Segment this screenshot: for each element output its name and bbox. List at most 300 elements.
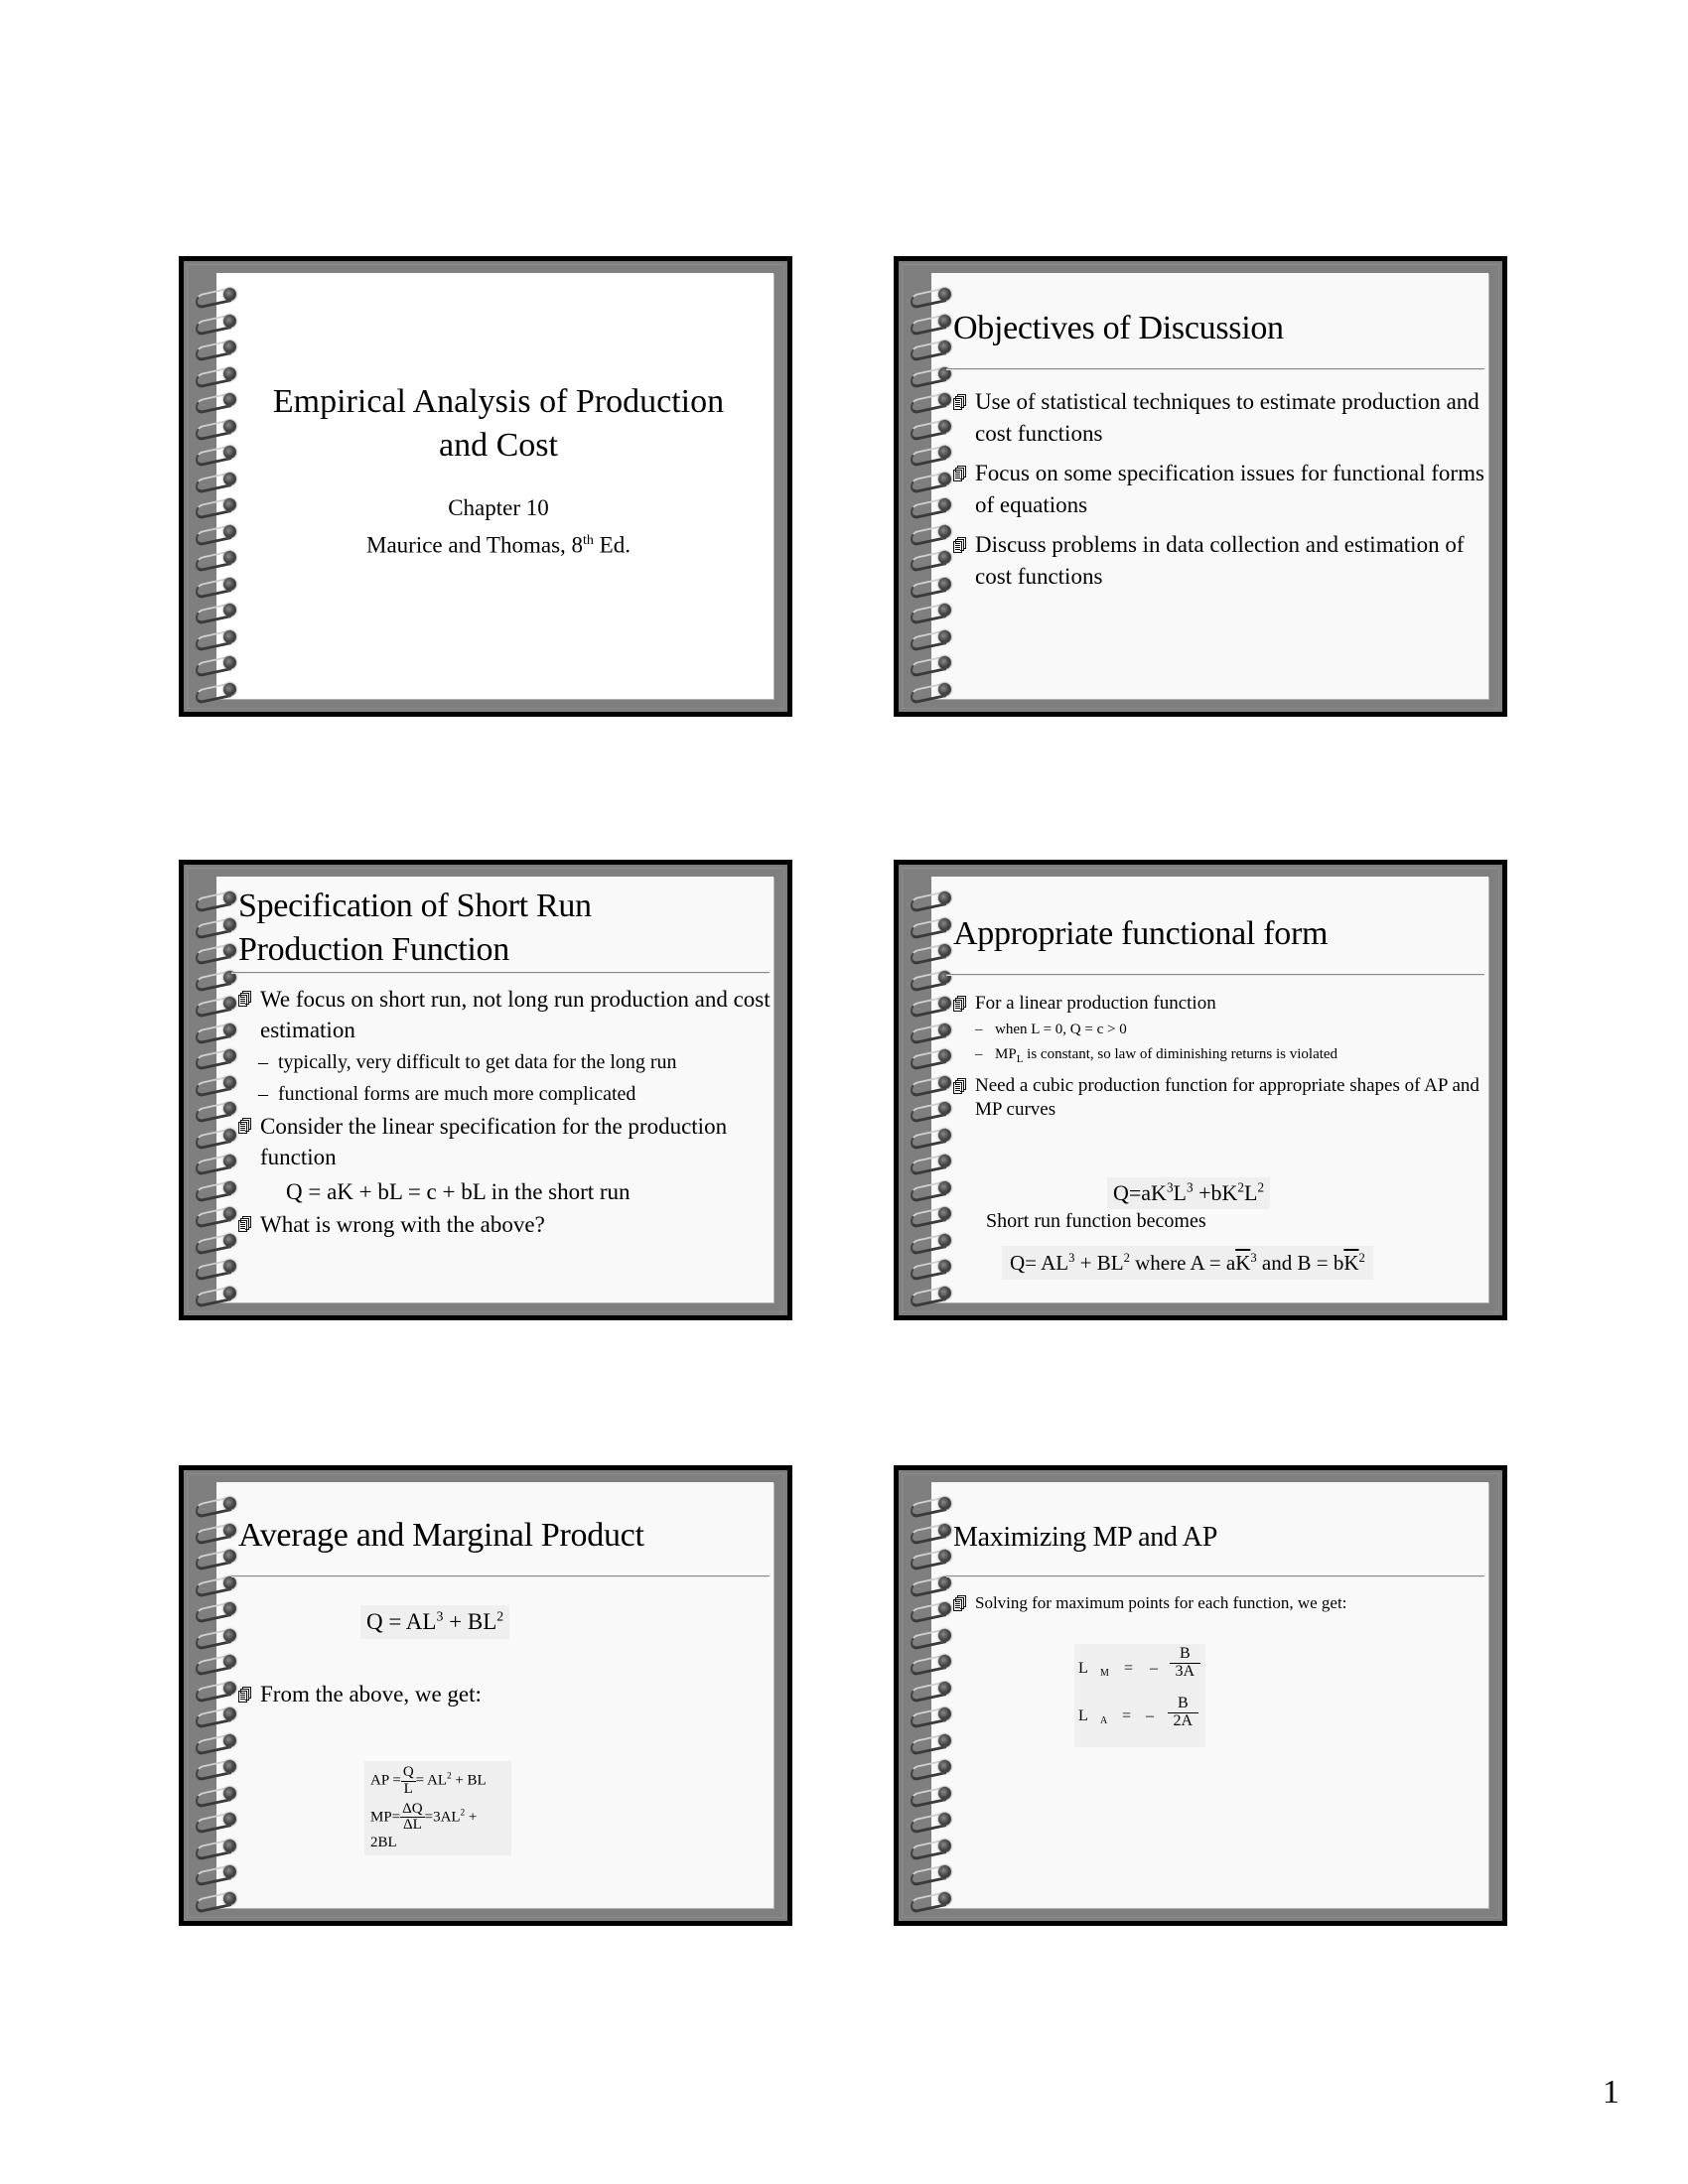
eq-part: Q=aK	[1113, 1180, 1167, 1205]
binding-ring-icon	[907, 1784, 956, 1806]
punch-hole-icon	[223, 1576, 236, 1589]
sub-bullet-item	[967, 1045, 1488, 1069]
binding-ring-icon	[907, 1284, 956, 1305]
title-divider	[946, 1575, 1484, 1577]
binding-ring-icon	[192, 1679, 241, 1701]
title-block	[223, 380, 774, 564]
eq-part: –	[1150, 1660, 1158, 1677]
punch-hole-icon	[938, 473, 951, 485]
punch-hole-icon	[223, 944, 236, 957]
slide-2	[894, 256, 1507, 717]
sub-bullet-text: is constant, so law of diminishing returns is violated	[1023, 1046, 1338, 1062]
punch-hole-icon	[223, 683, 236, 696]
eq-part: MP=	[370, 1809, 401, 1826]
binding-ring-icon	[192, 1784, 241, 1806]
max-points-equations	[1074, 1644, 1205, 1747]
punch-hole-icon	[938, 1602, 951, 1615]
exponent: 2	[1358, 1251, 1365, 1265]
punch-hole-icon	[938, 1550, 951, 1563]
binding-ring-icon	[192, 1547, 241, 1569]
exponent: 2	[1237, 1179, 1244, 1195]
binding-ring-icon	[907, 968, 956, 990]
bullet-item	[953, 1074, 1488, 1122]
binding-ring-icon	[192, 1284, 241, 1305]
punch-hole-icon	[938, 1682, 951, 1695]
punch-hole-icon	[223, 1840, 236, 1852]
punch-hole-icon	[223, 1629, 236, 1642]
bullet-item	[238, 1680, 482, 1709]
punch-hole-icon	[223, 1760, 236, 1773]
bullet-text: For a linear production function	[975, 993, 1216, 1014]
binding-ring-icon	[907, 1046, 956, 1068]
binding-ring-icon	[907, 1547, 956, 1569]
punch-hole-icon	[223, 1734, 236, 1747]
eq-part: Q = AL	[366, 1609, 437, 1634]
bullet-list	[953, 386, 1484, 593]
exponent: 2	[1123, 1251, 1130, 1265]
punch-hole-icon	[223, 1155, 236, 1167]
fraction	[1170, 1646, 1200, 1681]
punch-hole-icon	[223, 341, 236, 353]
punch-hole-icon	[938, 498, 951, 511]
binding-ring-icon	[192, 601, 241, 622]
punch-hole-icon	[223, 1181, 236, 1194]
bullet-item	[953, 1592, 1346, 1614]
binding-ring-icon	[907, 1679, 956, 1701]
punch-hole-icon	[938, 971, 951, 984]
binding-ring-icon	[907, 888, 956, 910]
edition-text: Ed.	[593, 532, 631, 558]
subtitle-author	[223, 523, 774, 564]
binding-ring-icon	[192, 1599, 241, 1621]
punch-hole-icon	[223, 1287, 236, 1299]
binding-ring-icon	[192, 1046, 241, 1068]
binding-ring-icon	[192, 627, 241, 649]
slide-6	[894, 1465, 1507, 1926]
spiral-binding	[192, 888, 241, 1305]
binding-ring-icon	[907, 1652, 956, 1674]
author-text: Maurice and Thomas, 8	[366, 532, 584, 558]
numerator: B	[1168, 1696, 1198, 1713]
punch-hole-icon	[223, 578, 236, 591]
subtitle-chapter: Chapter 10	[448, 495, 549, 520]
denominator: 2A	[1173, 1711, 1194, 1729]
binding-ring-icon	[907, 941, 956, 963]
binding-ring-icon	[907, 1626, 956, 1648]
title-divider	[946, 974, 1484, 976]
title-divider	[946, 368, 1484, 370]
sub-bullet-item	[250, 1049, 772, 1075]
fraction	[400, 1802, 424, 1835]
punch-hole-icon	[938, 656, 951, 669]
punch-hole-icon	[223, 1892, 236, 1905]
binding-ring-icon	[192, 1521, 241, 1543]
punch-hole-icon	[223, 1602, 236, 1615]
edition-superscript: th	[583, 533, 594, 548]
binding-ring-icon	[192, 1152, 241, 1173]
punch-hole-icon	[223, 630, 236, 643]
punch-hole-icon	[223, 1076, 236, 1089]
eq-part: = AL	[415, 1772, 448, 1789]
eq-part: + BL	[1074, 1251, 1124, 1275]
bullet-item	[953, 529, 1484, 593]
punch-hole-icon	[938, 1734, 951, 1747]
bullet-text: Focus on some specification issues for functional forms of equations	[975, 461, 1484, 517]
document-stack-icon	[238, 1216, 250, 1232]
punch-hole-icon	[938, 1760, 951, 1773]
eq-part: + BL	[443, 1609, 497, 1634]
punch-hole-icon	[223, 1207, 236, 1220]
denominator: ΔL	[402, 1817, 422, 1834]
spiral-binding	[907, 1494, 956, 1911]
punch-hole-icon	[938, 630, 951, 643]
sub-bullet-text: MP	[995, 1046, 1017, 1062]
binding-ring-icon	[192, 1073, 241, 1095]
slide-5	[179, 1465, 792, 1926]
binding-ring-icon	[907, 601, 956, 622]
binding-ring-icon	[192, 994, 241, 1016]
dash-marker: –	[258, 1051, 268, 1073]
eq-part: + 2BL	[370, 1809, 478, 1850]
dash-marker: –	[975, 1046, 983, 1062]
binding-ring-icon	[907, 1494, 956, 1516]
eq-part: L	[1078, 1660, 1088, 1677]
punch-hole-icon	[223, 367, 236, 380]
bullet-item	[238, 984, 772, 1045]
punch-hole-icon	[938, 1024, 951, 1036]
bullet-list	[238, 984, 772, 1240]
punch-hole-icon	[223, 997, 236, 1010]
punch-hole-icon	[938, 1181, 951, 1194]
punch-hole-icon	[938, 1840, 951, 1852]
binding-ring-icon	[907, 1731, 956, 1753]
exponent: 2	[496, 1608, 504, 1624]
sub-bullet-item	[967, 1021, 1488, 1039]
binding-ring-icon	[907, 1837, 956, 1858]
binding-ring-icon	[907, 470, 956, 491]
punch-hole-icon	[223, 1550, 236, 1563]
dash-marker: –	[975, 1022, 983, 1037]
punch-hole-icon	[938, 1655, 951, 1668]
eq-part: and B = b	[1256, 1251, 1344, 1275]
bullet-text: From the above, we get:	[260, 1682, 482, 1706]
slide-3	[179, 860, 792, 1320]
binding-ring-icon	[907, 495, 956, 517]
binding-ring-icon	[192, 1626, 241, 1648]
punch-hole-icon	[223, 918, 236, 931]
document-stack-icon	[953, 1078, 965, 1094]
eq-part: =	[1124, 1660, 1134, 1677]
document-stack-icon	[953, 466, 965, 481]
document-stack-icon	[953, 1595, 965, 1611]
binding-ring-icon	[192, 1652, 241, 1674]
numerator: Q	[402, 1764, 414, 1780]
punch-hole-icon	[938, 578, 951, 591]
punch-hole-icon	[938, 420, 951, 433]
punch-hole-icon	[223, 1524, 236, 1537]
eq-part: =	[1122, 1707, 1132, 1724]
binding-ring-icon	[192, 1837, 241, 1858]
binding-ring-icon	[907, 1178, 956, 1200]
k-bar: $\overline{K}$	[1235, 1251, 1251, 1275]
short-run-equation	[1002, 1246, 1373, 1280]
denominator: L	[403, 1780, 413, 1797]
la-equation	[1078, 1696, 1201, 1743]
binding-ring-icon	[192, 1021, 241, 1042]
exponent: 3	[1187, 1179, 1194, 1195]
punch-hole-icon	[223, 1049, 236, 1062]
punch-hole-icon	[223, 288, 236, 301]
binding-ring-icon	[907, 1862, 956, 1884]
punch-hole-icon	[223, 656, 236, 669]
binding-ring-icon	[907, 1257, 956, 1279]
punch-hole-icon	[938, 551, 951, 564]
exponent: 2	[1257, 1179, 1265, 1195]
binding-ring-icon	[192, 1862, 241, 1884]
lm-equation	[1078, 1646, 1201, 1694]
binding-ring-icon	[907, 1889, 956, 1911]
punch-hole-icon	[223, 1707, 236, 1720]
document-stack-icon	[238, 1687, 250, 1703]
bullet-item	[953, 992, 1488, 1016]
bullet-item	[238, 1111, 772, 1172]
subscript: A	[1100, 1715, 1108, 1726]
eq-part: AP =	[370, 1772, 401, 1789]
punch-hole-icon	[223, 1497, 236, 1510]
punch-hole-icon	[223, 1102, 236, 1115]
bullet-text: Solving for maximum points for each function, we get:	[975, 1593, 1347, 1612]
spiral-binding	[907, 285, 956, 702]
binding-ring-icon	[907, 680, 956, 702]
binding-ring-icon	[907, 1521, 956, 1543]
binding-ring-icon	[907, 390, 956, 412]
exponent: 3	[1068, 1251, 1075, 1265]
exponent: 3	[436, 1608, 444, 1624]
eq-part: where A = a	[1129, 1251, 1236, 1275]
fraction	[401, 1765, 416, 1798]
binding-ring-icon	[907, 1099, 956, 1121]
punch-hole-icon	[938, 1102, 951, 1115]
punch-hole-icon	[938, 1497, 951, 1510]
sub-bullet-text: typically, very difficult to get data for the long run	[278, 1051, 677, 1073]
ap-equation	[370, 1765, 505, 1798]
punch-hole-icon	[938, 891, 951, 904]
binding-ring-icon	[907, 627, 956, 649]
punch-hole-icon	[938, 918, 951, 931]
punch-hole-icon	[223, 1024, 236, 1036]
binding-ring-icon	[192, 968, 241, 990]
binding-ring-icon	[907, 1705, 956, 1726]
binding-ring-icon	[192, 680, 241, 702]
fraction	[1168, 1696, 1198, 1730]
spiral-binding	[192, 1494, 241, 1911]
binding-ring-icon	[907, 443, 956, 465]
document-stack-icon	[953, 996, 965, 1012]
punch-hole-icon	[938, 1234, 951, 1247]
title-divider	[231, 1575, 770, 1577]
slide-4	[894, 860, 1507, 1320]
binding-ring-icon	[192, 312, 241, 334]
punch-hole-icon	[223, 1234, 236, 1247]
bullet-item	[953, 386, 1484, 450]
binding-ring-icon	[192, 338, 241, 359]
bullet-text: We focus on short run, not long run production and cost estimation	[260, 987, 771, 1042]
punch-hole-icon	[938, 341, 951, 353]
binding-ring-icon	[907, 1152, 956, 1173]
numerator: B	[1170, 1646, 1200, 1664]
bullet-text: Discuss problems in data collection and estimation of cost functions	[975, 532, 1465, 589]
binding-ring-icon	[192, 1889, 241, 1911]
punch-hole-icon	[938, 1287, 951, 1299]
production-equation	[360, 1605, 509, 1639]
subscript: L	[1016, 1053, 1024, 1065]
punch-hole-icon	[223, 1813, 236, 1826]
eq-part: +bK	[1193, 1180, 1238, 1205]
denominator: 3A	[1175, 1662, 1196, 1680]
binding-ring-icon	[907, 1021, 956, 1042]
binding-ring-icon	[907, 1073, 956, 1095]
title-divider	[231, 972, 770, 974]
slide-title: Average and Marginal Product	[238, 1517, 644, 1554]
binding-ring-icon	[907, 338, 956, 359]
binding-ring-icon	[907, 1599, 956, 1621]
punch-hole-icon	[938, 604, 951, 616]
subscript: M	[1100, 1668, 1109, 1679]
bullet-text: What is wrong with the above?	[260, 1212, 545, 1237]
ap-mp-equations	[364, 1761, 511, 1855]
k-bar: $\overline{K}$	[1343, 1251, 1359, 1275]
punch-hole-icon	[223, 891, 236, 904]
binding-ring-icon	[907, 575, 956, 597]
punch-hole-icon	[938, 1707, 951, 1720]
punch-hole-icon	[223, 1865, 236, 1878]
punch-hole-icon	[938, 1892, 951, 1905]
punch-hole-icon	[938, 683, 951, 696]
eq-part: Q= AL	[1010, 1251, 1069, 1275]
slide-1	[179, 256, 792, 717]
binding-ring-icon	[907, 417, 956, 439]
binding-ring-icon	[192, 888, 241, 910]
eq-part: =3AL	[424, 1809, 461, 1826]
binding-ring-icon	[907, 1204, 956, 1226]
bullet-text: Consider the linear specification for the production function	[260, 1114, 728, 1169]
punch-hole-icon	[938, 1260, 951, 1273]
punch-hole-icon	[223, 1655, 236, 1668]
document-stack-icon	[953, 537, 965, 553]
binding-ring-icon	[192, 1126, 241, 1148]
numerator: ΔQ	[402, 1800, 423, 1817]
punch-hole-icon	[223, 1787, 236, 1800]
punch-hole-icon	[938, 1787, 951, 1800]
document-stack-icon	[238, 1118, 250, 1134]
slide-title: Objectives of Discussion	[953, 310, 1284, 346]
punch-hole-icon	[938, 393, 951, 406]
binding-ring-icon	[192, 941, 241, 963]
binding-ring-icon	[907, 364, 956, 386]
exponent: 2	[460, 1807, 466, 1818]
binding-ring-icon	[192, 1757, 241, 1779]
binding-ring-icon	[907, 1810, 956, 1832]
exponent: 2	[447, 1770, 452, 1781]
slide-title: Specification of Short Run Production Function	[238, 887, 592, 968]
binding-ring-icon	[192, 1099, 241, 1121]
punch-hole-icon	[938, 288, 951, 301]
slide-title-line2: and Cost	[439, 427, 558, 464]
exponent: 3	[1166, 1179, 1174, 1195]
bullet-text: Need a cubic production function for appropriate shapes of AP and MP curves	[975, 1075, 1479, 1120]
binding-ring-icon	[907, 915, 956, 937]
binding-ring-icon	[192, 1494, 241, 1516]
punch-hole-icon	[938, 1155, 951, 1167]
mp-equation	[370, 1802, 505, 1852]
binding-ring-icon	[192, 575, 241, 597]
eq-part: L	[1078, 1707, 1088, 1724]
punch-hole-icon	[938, 1076, 951, 1089]
binding-ring-icon	[907, 1126, 956, 1148]
punch-hole-icon	[223, 604, 236, 616]
binding-ring-icon	[192, 285, 241, 307]
bullet-item	[238, 1209, 772, 1240]
spiral-binding	[907, 888, 956, 1305]
binding-ring-icon	[907, 522, 956, 544]
punch-hole-icon	[938, 1629, 951, 1642]
equation: Q = aK + bL = c + bL in the short run	[286, 1179, 631, 1204]
punch-hole-icon	[938, 1129, 951, 1142]
sub-bullet-item	[250, 1081, 772, 1107]
short-run-label: Short run function becomes	[986, 1210, 1206, 1232]
eq-part: –	[1146, 1707, 1154, 1724]
binding-ring-icon	[192, 1731, 241, 1753]
binding-ring-icon	[192, 653, 241, 675]
slide-title: Appropriate functional form	[953, 915, 1329, 952]
sub-bullet-text: when L = 0, Q = c > 0	[995, 1022, 1127, 1037]
eq-part: L	[1243, 1180, 1258, 1205]
binding-ring-icon	[907, 312, 956, 334]
slide-title: Maximizing MP and AP	[953, 1522, 1217, 1553]
slide-title: Empirical Analysis of Production	[272, 383, 725, 420]
binding-ring-icon	[192, 1705, 241, 1726]
punch-hole-icon	[938, 1576, 951, 1589]
document-stack-icon	[238, 991, 250, 1007]
punch-hole-icon	[938, 315, 951, 328]
punch-hole-icon	[938, 1207, 951, 1220]
bullet-item	[953, 458, 1484, 521]
bullet-text: Use of statistical techniques to estimate production and cost functions	[975, 389, 1479, 446]
binding-ring-icon	[907, 548, 956, 570]
dash-marker: –	[258, 1083, 268, 1105]
binding-ring-icon	[192, 915, 241, 937]
binding-ring-icon	[192, 1231, 241, 1253]
document-stack-icon	[953, 394, 965, 410]
punch-hole-icon	[938, 1049, 951, 1062]
eq-part: + BL	[451, 1772, 487, 1789]
punch-hole-icon	[223, 315, 236, 328]
punch-hole-icon	[938, 1524, 951, 1537]
cubic-equation	[1107, 1177, 1270, 1209]
binding-ring-icon	[907, 994, 956, 1016]
punch-hole-icon	[938, 1813, 951, 1826]
exponent: 3	[1250, 1251, 1257, 1265]
page-number: 1	[1603, 2074, 1619, 2111]
eq-part: L	[1173, 1180, 1187, 1205]
binding-ring-icon	[907, 1757, 956, 1779]
punch-hole-icon	[223, 1682, 236, 1695]
binding-ring-icon	[192, 1257, 241, 1279]
sub-bullet-text: functional forms are much more complicated	[278, 1083, 636, 1105]
punch-hole-icon	[938, 997, 951, 1010]
punch-hole-icon	[938, 1865, 951, 1878]
punch-hole-icon	[938, 525, 951, 538]
